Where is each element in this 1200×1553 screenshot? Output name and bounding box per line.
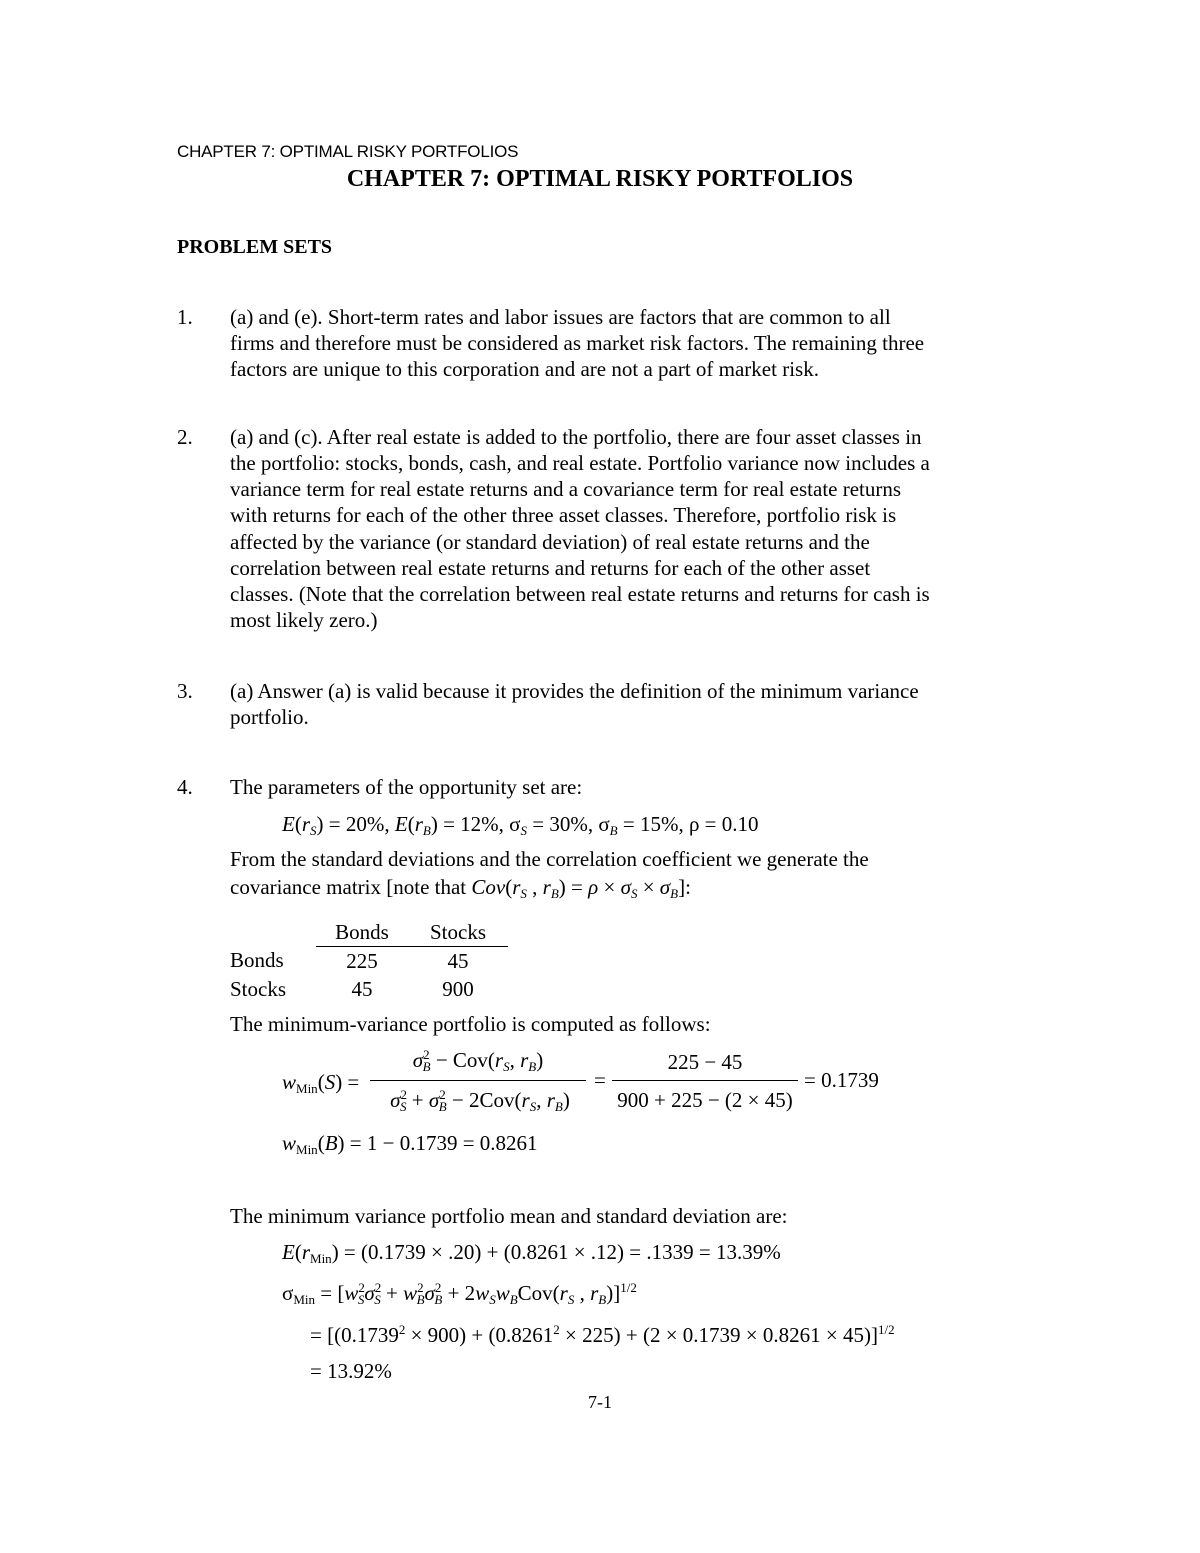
problem-1-line: firms and therefore must be considered as market risk factors. The remaining three: [230, 331, 925, 355]
mean-sd-intro: The minimum variance portfolio mean and standard deviation are:: [230, 1204, 788, 1228]
covariance-note: covariance matrix [note that $Cov(r_S$ , $r_B) = \rho \times \sigma_S \times \sigma_B$]:: [230, 875, 691, 901]
problem-2-line: with returns for each of the other three asset classes. Therefore, portfolio risk is: [230, 503, 897, 527]
wmin-s-result: = 0.1739: [804, 1068, 879, 1092]
equals-sign: =: [594, 1068, 606, 1092]
page-number: 7-1: [588, 1392, 612, 1412]
problem-3-line: (a) Answer (a) is valid because it provides the definition of the minimum variance: [230, 679, 919, 703]
expected-return-min: $E(r_{Min}) = (0.1739 \times .20) + (0.8261 \times .12) = .1339 = 13.39\%$: [282, 1240, 781, 1266]
problem-3-line: portfolio.: [230, 705, 309, 729]
covariance-matrix: [230, 918, 508, 1003]
wmin-s-numerator-symbolic: $\sigma^2_B - Cov(r_S$, $r_B$): [412, 1047, 544, 1074]
fraction-bar: [370, 1080, 586, 1081]
problem-1-line: factors are unique to this corporation and are not a part of market risk.: [230, 357, 819, 381]
problem-2-line: variance term for real estate returns and a covariance term for real estate returns: [230, 477, 902, 501]
matrix-cell: 900: [442, 976, 474, 1001]
matrix-cell: 225: [346, 948, 378, 973]
matrix-row-label: Bonds: [230, 948, 284, 973]
running-head: CHAPTER 7: OPTIMAL RISKY PORTFOLIOS: [177, 142, 519, 161]
problem-4-number: 4.: [177, 775, 193, 799]
problem-1-number: 1.: [177, 305, 193, 329]
wmin-s-lhs: $w_{Min}(S)$ =: [282, 1070, 360, 1096]
opportunity-set-parameters: $E(r_S) = 20\%$, $E(r_B) = 12\%$, $\sigma_S = 30\%$, $\sigma_B = 15\%$, ρ = 0.10: [282, 812, 759, 838]
wmin-b-formula: $w_{Min}(B) = 1 - 0.1739 = 0.8261$: [282, 1131, 538, 1157]
problem-2-line: the portfolio: stocks, bonds, cash, and real estate. Portfolio variance now includes a: [230, 451, 930, 475]
problem-2-number: 2.: [177, 425, 193, 449]
sigma-min-result: = 13.92%: [310, 1359, 392, 1383]
problem-2-line: affected by the variance (or standard deviation) of real estate returns and the: [230, 530, 870, 554]
matrix-col-header: Stocks: [408, 918, 508, 947]
covariance-text: From the standard deviations and the correlation coefficient we generate the: [230, 847, 869, 871]
matrix-cell: 45: [351, 976, 373, 1001]
problem-2-line: (a) and (c). After real estate is added to the portfolio, there are four asset classes in: [230, 425, 922, 449]
sigma-min-formula: $\sigma_{Min} = [w^2_S\sigma^2_S + w^2_B\sigma^2_B + 2w_Sw_BCov(r_S$ , $r_B)]^{1/2}$: [282, 1280, 637, 1307]
matrix-col-header: Bonds: [316, 918, 408, 947]
fraction-bar: [612, 1080, 798, 1081]
wmin-s-numerator-numeric: 225 − 45: [667, 1050, 743, 1074]
minvar-intro: The minimum-variance portfolio is computed as follows:: [230, 1012, 711, 1036]
problem-1-line: (a) and (e). Short-term rates and labor issues are factors that are common to all: [230, 305, 891, 329]
problem-2-line: correlation between real estate returns and returns for each of the other asset: [230, 556, 871, 580]
problem-2-line: most likely zero.): [230, 608, 378, 632]
chapter-title: CHAPTER 7: OPTIMAL RISKY PORTFOLIOS: [346, 166, 854, 192]
problem-3-number: 3.: [177, 679, 193, 703]
problem-2-line: classes. (Note that the correlation between real estate returns and returns for cash is: [230, 582, 930, 606]
sigma-min-calculation: = $[(0.1739^2 \times 900) + (0.8261^2 \times 225) + (2 \times 0.1739 \times 0.8261 \times 45)]^{1/2}$: [310, 1322, 895, 1347]
problem-4-intro: The parameters of the opportunity set are:: [230, 775, 583, 799]
wmin-s-denominator-numeric: 900 + 225 − (2 × 45): [617, 1088, 793, 1112]
matrix-cell: 45: [447, 948, 469, 973]
matrix-row-label: Stocks: [230, 976, 287, 1001]
section-heading: PROBLEM SETS: [177, 236, 333, 258]
wmin-s-denominator-symbolic: $\sigma^2_S + \sigma^2_B - 2Cov(r_S$, $r_B$): [390, 1087, 570, 1114]
